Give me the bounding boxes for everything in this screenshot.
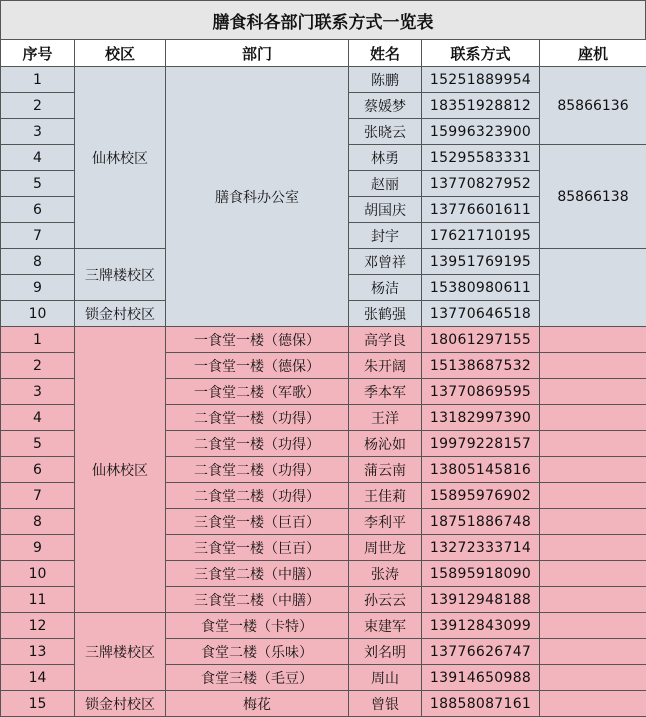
phone-number: 18751886748 <box>422 509 540 535</box>
department-cell: 二食堂二楼（功得） <box>166 457 349 483</box>
row-seq: 10 <box>1 301 75 327</box>
landline-cell <box>540 457 646 483</box>
department-cell: 二食堂二楼（功得） <box>166 483 349 509</box>
row-seq: 9 <box>1 535 75 561</box>
landline-cell <box>540 665 646 691</box>
person-name: 王佳莉 <box>349 483 422 509</box>
phone-number: 15996323900 <box>422 119 540 145</box>
landline-cell <box>540 535 646 561</box>
landline-cell <box>540 379 646 405</box>
campus-cell: 仙林校区 <box>75 67 166 249</box>
department-cell: 三食堂二楼（中膳） <box>166 561 349 587</box>
sheet-title: 膳食科各部门联系方式一览表 <box>0 0 646 39</box>
person-name: 胡国庆 <box>349 197 422 223</box>
person-name: 季本军 <box>349 379 422 405</box>
phone-number: 13272333714 <box>422 535 540 561</box>
phone-number: 15295583331 <box>422 145 540 171</box>
landline-cell <box>540 405 646 431</box>
row-seq: 11 <box>1 587 75 613</box>
header-name: 姓名 <box>349 40 422 67</box>
phone-number: 13770646518 <box>422 301 540 327</box>
phone-number: 13951769195 <box>422 249 540 275</box>
table-row <box>1 691 646 717</box>
person-name: 邓曾祥 <box>349 249 422 275</box>
landline-cell <box>540 483 646 509</box>
contact-table <box>0 39 646 717</box>
row-seq: 7 <box>1 223 75 249</box>
row-seq: 3 <box>1 119 75 145</box>
header-landline: 座机 <box>540 40 646 67</box>
phone-number: 18858087161 <box>422 691 540 717</box>
campus-cell: 三牌楼校区 <box>75 249 166 301</box>
department-cell: 一食堂二楼（军歌） <box>166 379 349 405</box>
row-seq: 8 <box>1 249 75 275</box>
landline-cell <box>540 613 646 639</box>
row-seq: 15 <box>1 691 75 717</box>
phone-number: 15251889954 <box>422 67 540 93</box>
row-seq: 6 <box>1 457 75 483</box>
header-department: 部门 <box>166 40 349 67</box>
department-cell: 三食堂一楼（巨百） <box>166 509 349 535</box>
department-cell: 食堂一楼（卡特） <box>166 613 349 639</box>
phone-number: 13912948188 <box>422 587 540 613</box>
landline-cell <box>540 431 646 457</box>
landline-cell <box>540 353 646 379</box>
phone-number: 15895918090 <box>422 561 540 587</box>
landline-cell <box>540 249 646 327</box>
row-seq: 6 <box>1 197 75 223</box>
header-seq: 序号 <box>1 40 75 67</box>
row-seq: 13 <box>1 639 75 665</box>
phone-number: 18351928812 <box>422 93 540 119</box>
row-seq: 4 <box>1 145 75 171</box>
phone-number: 13770827952 <box>422 171 540 197</box>
person-name: 陈鹏 <box>349 67 422 93</box>
row-seq: 7 <box>1 483 75 509</box>
phone-number: 13776601611 <box>422 197 540 223</box>
phone-number: 13770869595 <box>422 379 540 405</box>
person-name: 张涛 <box>349 561 422 587</box>
department-cell: 膳食科办公室 <box>166 67 349 327</box>
person-name: 封宇 <box>349 223 422 249</box>
row-seq: 3 <box>1 379 75 405</box>
landline-cell <box>540 327 646 353</box>
department-cell: 食堂二楼（乐味） <box>166 639 349 665</box>
person-name: 赵丽 <box>349 171 422 197</box>
row-seq: 14 <box>1 665 75 691</box>
header-row <box>1 40 646 67</box>
header-contact: 联系方式 <box>422 40 540 67</box>
row-seq: 9 <box>1 275 75 301</box>
row-seq: 1 <box>1 67 75 93</box>
landline-cell <box>540 587 646 613</box>
landline-cell <box>540 639 646 665</box>
person-name: 刘名明 <box>349 639 422 665</box>
person-name: 高学良 <box>349 327 422 353</box>
department-cell: 一食堂一楼（德保） <box>166 327 349 353</box>
person-name: 李利平 <box>349 509 422 535</box>
phone-number: 15895976902 <box>422 483 540 509</box>
department-cell: 食堂三楼（毛豆） <box>166 665 349 691</box>
row-seq: 2 <box>1 93 75 119</box>
person-name: 蔡媛梦 <box>349 93 422 119</box>
phone-number: 15380980611 <box>422 275 540 301</box>
person-name: 林勇 <box>349 145 422 171</box>
campus-cell: 仙林校区 <box>75 327 166 613</box>
person-name: 周山 <box>349 665 422 691</box>
row-seq: 2 <box>1 353 75 379</box>
phone-number: 13805145816 <box>422 457 540 483</box>
row-seq: 5 <box>1 431 75 457</box>
landline-cell <box>540 691 646 717</box>
phone-number: 17621710195 <box>422 223 540 249</box>
landline-cell <box>540 509 646 535</box>
phone-number: 13182997390 <box>422 405 540 431</box>
row-seq: 4 <box>1 405 75 431</box>
person-name: 张晓云 <box>349 119 422 145</box>
landline-cell: 85866138 <box>540 145 646 249</box>
table-row <box>1 67 646 93</box>
phone-number: 13912843099 <box>422 613 540 639</box>
row-seq: 12 <box>1 613 75 639</box>
table-row <box>1 327 646 353</box>
person-name: 孙云云 <box>349 587 422 613</box>
row-seq: 5 <box>1 171 75 197</box>
landline-cell: 85866136 <box>540 67 646 145</box>
department-cell: 二食堂一楼（功得） <box>166 431 349 457</box>
person-name: 王洋 <box>349 405 422 431</box>
department-cell: 梅花 <box>166 691 349 717</box>
phone-number: 15138687532 <box>422 353 540 379</box>
row-seq: 10 <box>1 561 75 587</box>
table-row <box>1 613 646 639</box>
department-cell: 三食堂二楼（中膳） <box>166 587 349 613</box>
person-name: 蒲云南 <box>349 457 422 483</box>
header-campus: 校区 <box>75 40 166 67</box>
department-cell: 一食堂一楼（德保） <box>166 353 349 379</box>
department-cell: 三食堂一楼（巨百） <box>166 535 349 561</box>
person-name: 曾银 <box>349 691 422 717</box>
phone-number: 18061297155 <box>422 327 540 353</box>
department-cell: 二食堂一楼（功得） <box>166 405 349 431</box>
person-name: 杨沁如 <box>349 431 422 457</box>
person-name: 周世龙 <box>349 535 422 561</box>
person-name: 朱开阔 <box>349 353 422 379</box>
phone-number: 19979228157 <box>422 431 540 457</box>
row-seq: 1 <box>1 327 75 353</box>
person-name: 杨洁 <box>349 275 422 301</box>
campus-cell: 锁金村校区 <box>75 691 166 717</box>
table-body <box>1 67 646 717</box>
phone-number: 13914650988 <box>422 665 540 691</box>
landline-cell <box>540 561 646 587</box>
phone-number: 13776626747 <box>422 639 540 665</box>
person-name: 张鹤强 <box>349 301 422 327</box>
campus-cell: 三牌楼校区 <box>75 613 166 691</box>
campus-cell: 锁金村校区 <box>75 301 166 327</box>
row-seq: 8 <box>1 509 75 535</box>
person-name: 束建军 <box>349 613 422 639</box>
